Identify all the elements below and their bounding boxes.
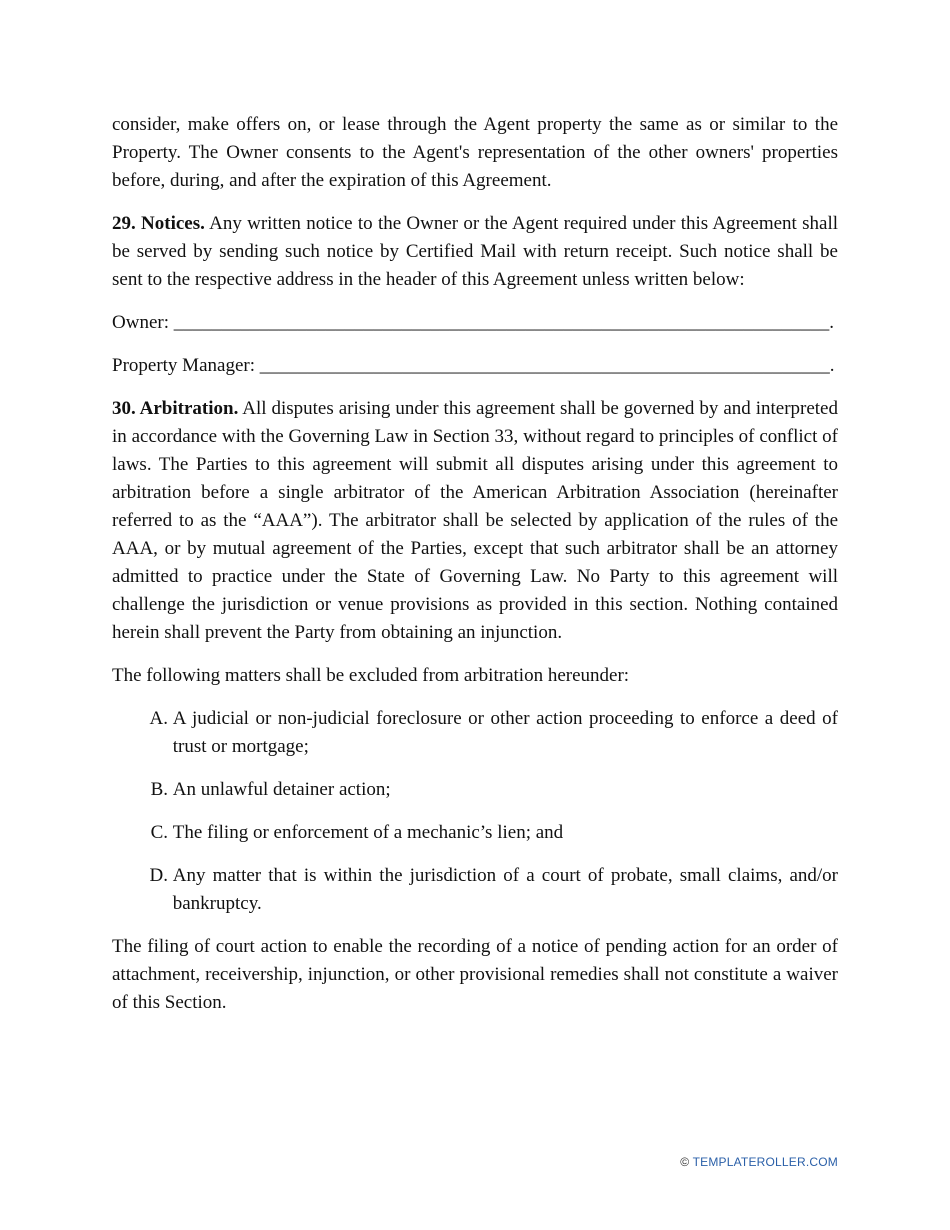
list-item-text: The filing or enforcement of a mechanic’s lien; and: [172, 822, 564, 843]
list-marker: B.: [150, 779, 168, 800]
document-page: [112, 111, 838, 1032]
list-item: [112, 862, 838, 918]
list-item: [112, 819, 838, 847]
list-marker: A.: [149, 708, 168, 729]
closing-paragraph: The filing of court action to enable the recording of a notice of pending action for an order of attachment, receivership, injunction, or other provisional remedies shall not constitute a waiver of this Section.: [112, 936, 838, 1013]
list-item-text: Any matter that is within the jurisdiction of a court of probate, small claims, and/or bankruptcy.: [172, 865, 838, 914]
section-30-arbitration: [112, 395, 838, 647]
section-29-text: Any written notice to the Owner or the Agent required under this Agreement shall be served by sending such notice by Certified Mail with return receipt. Such notice shall be sent to the respective address in the header of this Agreement unless written below:: [112, 213, 838, 290]
list-item: [112, 705, 838, 761]
owner-fill-line: Owner: _____________________________________________________________________.: [112, 312, 834, 333]
intro-paragraph: consider, make offers on, or lease through the Agent property the same as or similar to the Property. The Owner consents to the Agent's representation of the other owners' properties before, during, and after the expiration of this Agreement.: [112, 114, 838, 191]
exclusions-list: [112, 705, 838, 918]
section-30-text: All disputes arising under this agreement shall be governed by and interpreted in accordance with the Governing Law in Section 33, without regard to principles of conflict of laws. The Parties to this agreement will submit all disputes arising under this agreement to arbitration before a single arbitrator of the American Arbitration Association (hereinafter referred to as the “AAA”). The arbitrator shall be selected by application of the rules of the AAA, or by mutual agreement of the Parties, except that such arbitrator shall be an attorney admitted to practice under the State of Governing Law. No Party to this agreement will challenge the jurisdiction or venue provisions as provided in this section. Nothing contained herein shall prevent the Party from obtaining an injunction.: [112, 398, 838, 643]
section-29-notices: [112, 210, 838, 294]
list-item: [112, 776, 838, 804]
property-manager-fill-line: Property Manager: ____________________________________________________________.: [112, 355, 835, 376]
footer-copyright[interactable]: [680, 1155, 838, 1169]
list-item-text: A judicial or non-judicial foreclosure or other action proceeding to enforce a deed of trust or mortgage;: [172, 708, 838, 757]
section-29-heading: 29. Notices.: [112, 213, 205, 234]
copyright-icon: ©: [680, 1155, 690, 1169]
list-item-text: An unlawful detainer action;: [172, 779, 391, 800]
list-marker: D.: [149, 865, 168, 886]
section-30-heading: 30. Arbitration.: [112, 398, 239, 419]
exclusions-intro: The following matters shall be excluded from arbitration hereunder:: [112, 665, 630, 686]
footer-brand-link[interactable]: TEMPLATEROLLER.COM: [692, 1155, 838, 1169]
list-marker: C.: [150, 822, 168, 843]
